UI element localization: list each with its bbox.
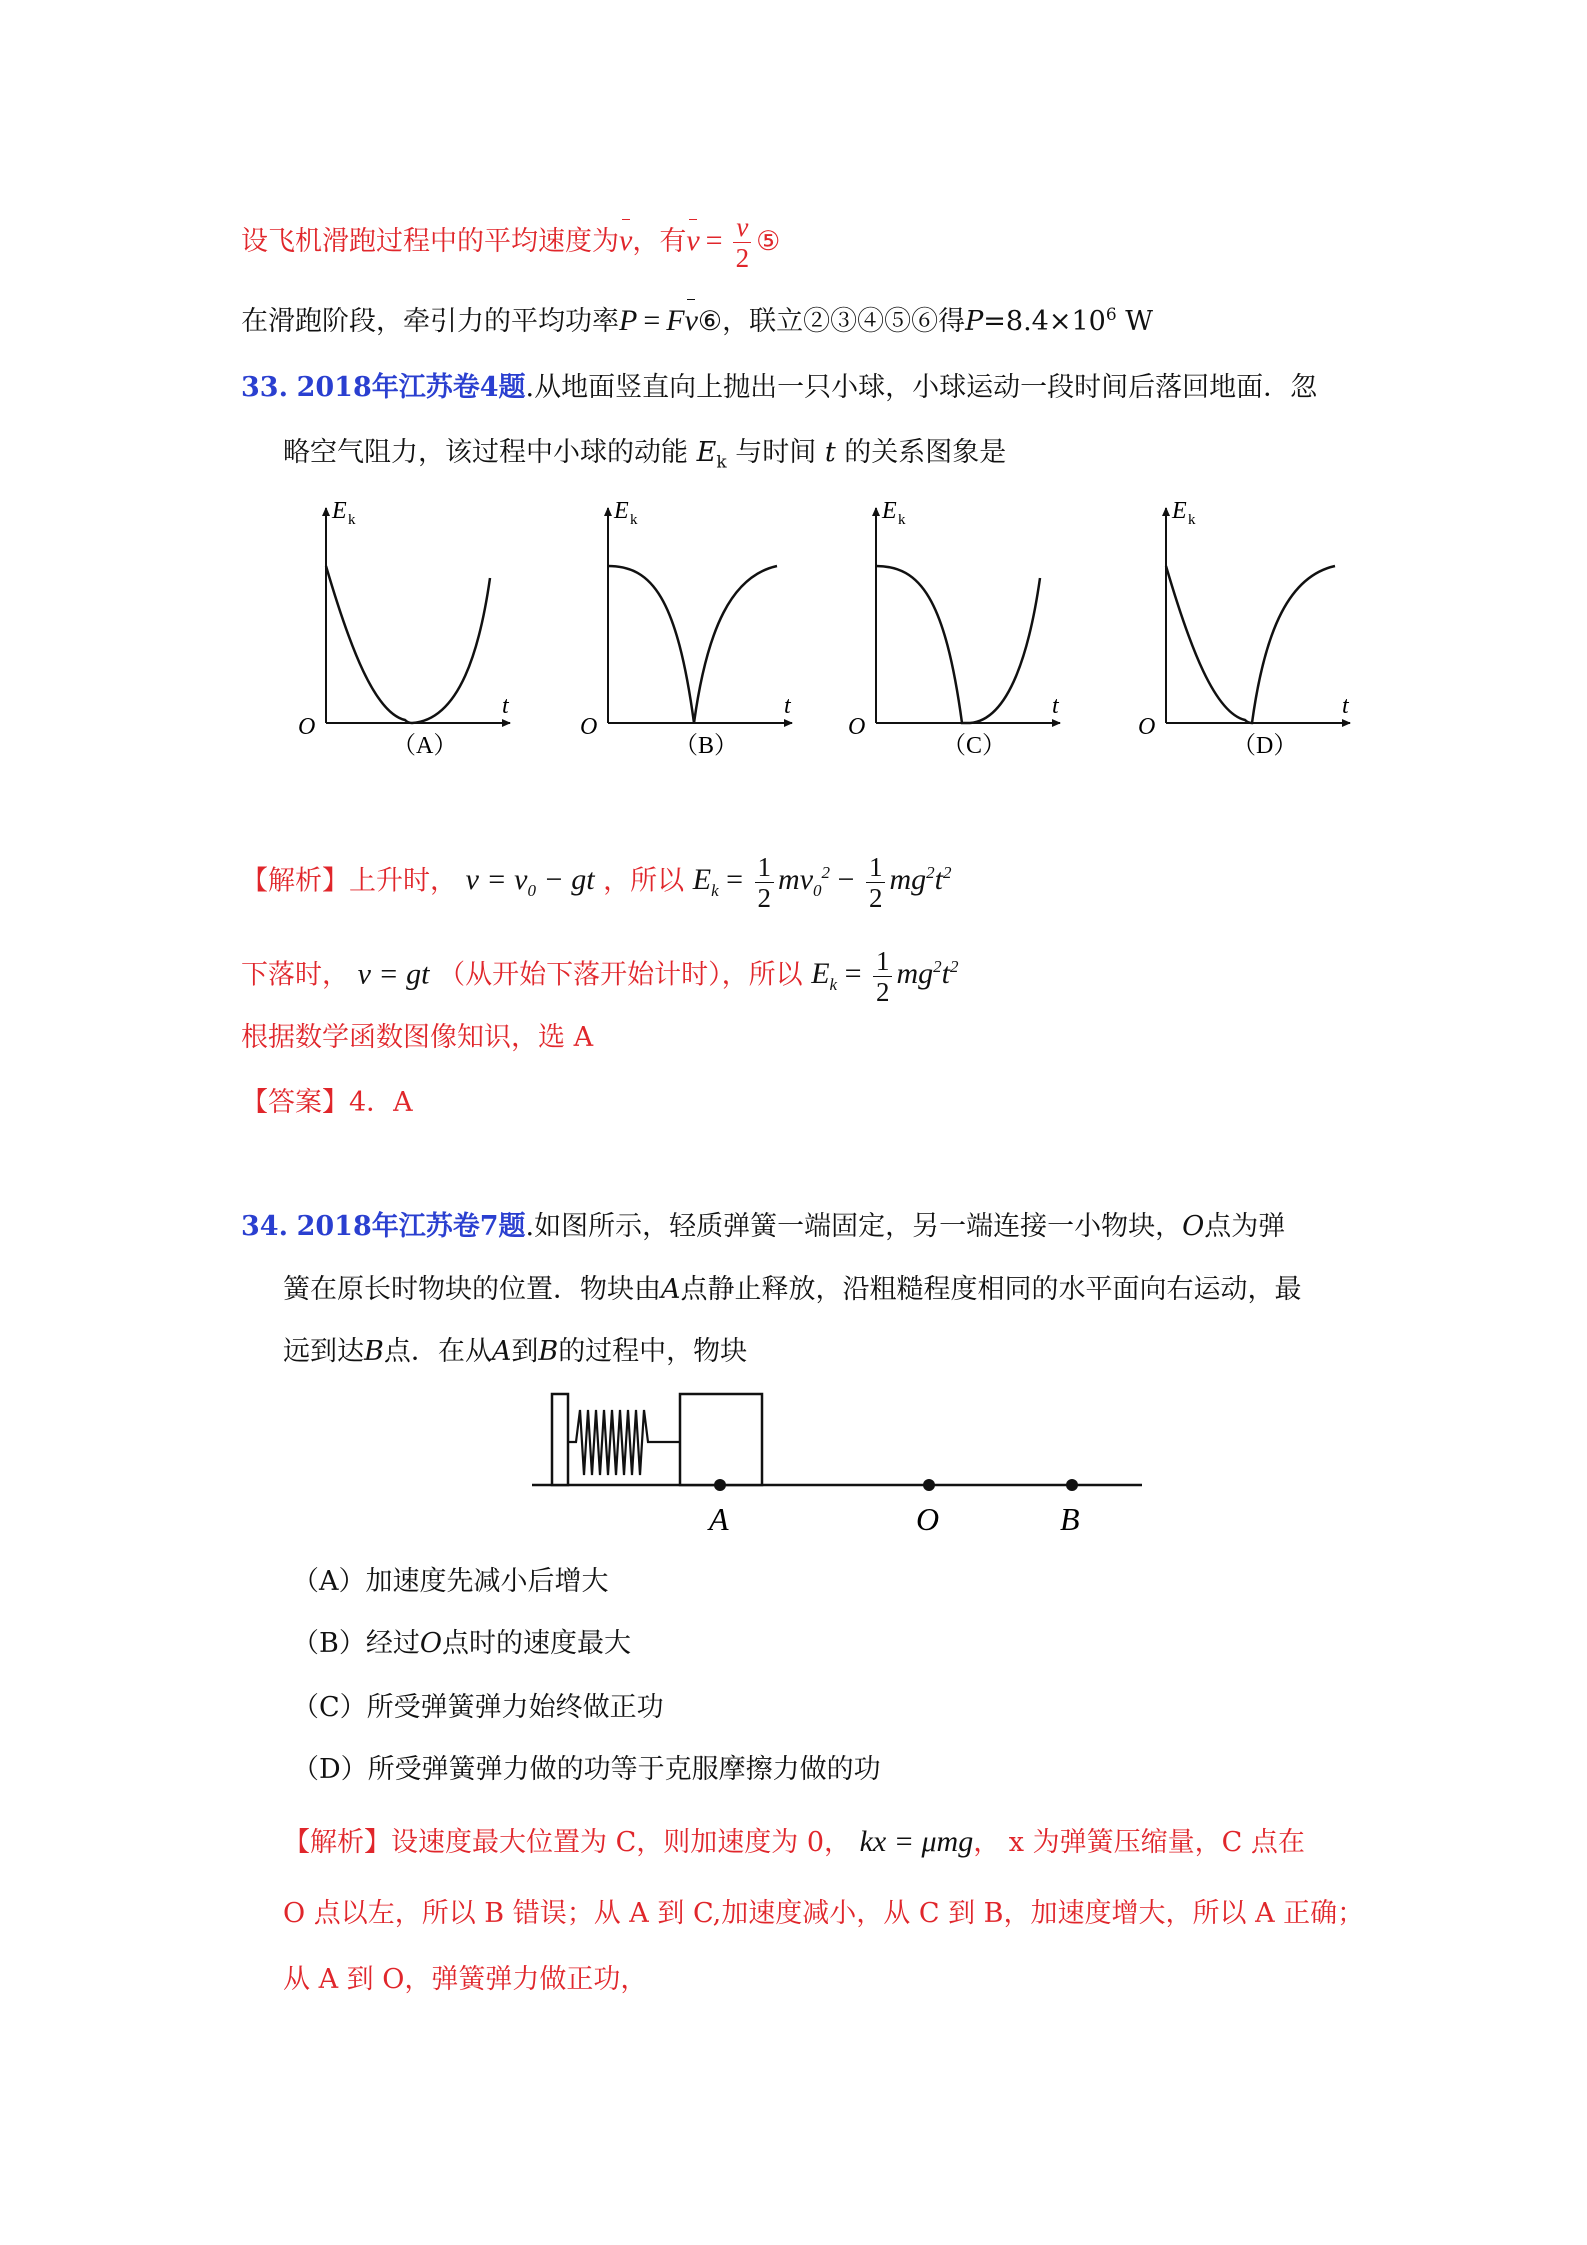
- v-bar-symbol: v: [619, 221, 632, 261]
- top-line-2-text: 在滑跑阶段，牵引力的平均功率: [241, 306, 619, 337]
- q34-option-d: （D）所受弹簧弹力做的功等于克服摩擦力做的功: [292, 1754, 881, 1785]
- label-a: A: [709, 1501, 729, 1537]
- q34-option-b-post: 点时的速度最大: [441, 1628, 631, 1659]
- graph-d-x-label: t: [1342, 693, 1349, 719]
- frac-numerator: 1: [755, 852, 775, 883]
- ek-subscript: k: [711, 881, 719, 901]
- term-t: t: [934, 863, 943, 897]
- point-o: O: [419, 1628, 442, 1659]
- q34-sol1-b: ， x 为弹簧压缩量，C 点在: [973, 1827, 1305, 1858]
- graph-c-origin: O: [848, 714, 866, 740]
- q34-stem3-c: 到: [511, 1336, 539, 1367]
- q34-stem-line-3: [283, 1332, 747, 1372]
- q34-stem-line-2: [283, 1270, 1302, 1310]
- q33-graphs: [280, 488, 1380, 768]
- frac-denominator: 2: [868, 883, 883, 913]
- q34-stem3-a: 远到达: [283, 1336, 364, 1367]
- power-symbol-2: P: [965, 306, 984, 337]
- point-o: O: [1182, 1211, 1205, 1242]
- graph-d-curve: [1166, 566, 1335, 723]
- q34-option-b-pre: （B）经过: [292, 1628, 420, 1659]
- q34-option-b: [292, 1624, 631, 1664]
- q33-source: 2018年江苏卷4题: [296, 372, 526, 403]
- graph-a: [298, 498, 510, 759]
- v-bar-symbol: v: [685, 301, 698, 341]
- spring: [568, 1410, 680, 1475]
- q33-sol1-energy-eq: [692, 852, 952, 913]
- graph-d: [1138, 498, 1350, 759]
- frac-denominator: 2: [735, 243, 750, 273]
- top-line-1-text: 设飞机滑跑过程中的平均速度为: [241, 226, 619, 257]
- top-line-1: [241, 212, 780, 273]
- graph-a-origin: O: [298, 714, 316, 740]
- q33-sol1-velocity-eq: [465, 863, 595, 901]
- term-mg: mg: [889, 863, 927, 897]
- q34-stem1-a: .如图所示，轻质弹簧一端固定，另一端连接一小物块，: [525, 1211, 1183, 1242]
- q34-sol1-a: 设速度最大位置为 C，则加速度为 0，: [391, 1827, 852, 1858]
- graph-b-caption: （B）: [674, 733, 739, 759]
- top-line-2: [241, 295, 1153, 342]
- graph-a-x-label: t: [502, 693, 509, 719]
- ek-symbol: E: [811, 957, 830, 991]
- solution-tag: 【解析】: [241, 865, 349, 897]
- q34-spring-diagram: [520, 1380, 1160, 1540]
- ek-subscript: k: [716, 452, 727, 473]
- q33-sol1-text: 上升时，: [349, 865, 457, 897]
- q33-stem-a: .从地面竖直向上抛出一只小球，小球运动一段时间后落回地面．忽: [525, 372, 1318, 403]
- top-line-2-mid: ⑥，联立②③④⑤⑥得: [697, 306, 966, 337]
- equation-tag: ⑤: [756, 226, 781, 257]
- term-t: t: [941, 957, 950, 991]
- graph-d-caption: （D）: [1232, 733, 1298, 759]
- graph-b-curve: [608, 566, 777, 723]
- graph-b-x-label: t: [784, 693, 791, 719]
- minus-sign: −: [830, 863, 862, 897]
- q33-stem-b-mid: 与时间: [735, 437, 817, 468]
- graph-a-caption: （A）: [392, 733, 458, 759]
- v-over-2-fraction: [733, 212, 753, 273]
- q34-number: 34.: [241, 1211, 288, 1242]
- label-b: B: [1060, 1501, 1080, 1537]
- point-a: A: [491, 1336, 512, 1367]
- time-symbol: t: [824, 437, 836, 468]
- power-unit: W: [1116, 306, 1154, 337]
- frac-numerator: v: [733, 212, 751, 243]
- power-exponent: 6: [1105, 305, 1117, 325]
- q33-sol2-velocity-eq: v = gt: [357, 957, 430, 991]
- term-mv-sup: 2: [821, 863, 831, 883]
- graph-c-x-label: t: [1052, 693, 1059, 719]
- equals-sign: =: [837, 957, 869, 991]
- term-mg-sup: 2: [926, 863, 935, 883]
- top-line-1-mid: ，有: [632, 226, 687, 257]
- q33-number: 33.: [241, 372, 288, 403]
- q33-sol2-energy-eq: [811, 946, 959, 1007]
- term-mv-sub: 0: [813, 881, 822, 901]
- q34-sol1-eq: kx = μmg: [859, 1825, 974, 1858]
- q34-solution-line-3: 从 A 到 O，弹簧弹力做正功，: [283, 1964, 648, 1995]
- q33-solution-line-2: [241, 946, 959, 1007]
- point-b: B: [364, 1336, 384, 1367]
- q33-solution-line-1: [241, 852, 951, 913]
- point-a-dot: [714, 1479, 726, 1491]
- ek-subscript: k: [829, 975, 838, 995]
- graph-d-origin: O: [1138, 714, 1156, 740]
- graph-b-origin: O: [580, 714, 598, 740]
- graph-d-y-label: E: [1172, 498, 1187, 524]
- q34-option-c: （C）所受弹簧弹力始终做正功: [292, 1692, 664, 1723]
- term-mg: mg: [896, 957, 934, 991]
- q33-stem-b-post: 的关系图象是: [844, 437, 1007, 468]
- half-fraction: [866, 852, 886, 913]
- graph-c-curve: [876, 566, 1040, 723]
- frac-numerator: 1: [873, 946, 893, 977]
- equals-sign: =: [718, 863, 751, 897]
- q34-stem3-d: 的过程中，物块: [558, 1336, 748, 1367]
- point-o-dot: [923, 1479, 935, 1491]
- graph-a-y-label: E: [332, 498, 347, 524]
- power-symbol: P: [619, 304, 638, 337]
- frac-numerator: 1: [866, 852, 886, 883]
- term-mg-sup: 2: [933, 957, 942, 977]
- q33-sol2-text: 下落时，: [241, 959, 349, 991]
- q34-solution-line-1: [283, 1822, 1305, 1863]
- point-b: B: [538, 1336, 559, 1367]
- velocity-eq-sub: 0: [527, 881, 536, 901]
- frac-denominator: 2: [875, 977, 890, 1007]
- graph-a-y-label-sub: k: [348, 512, 356, 528]
- ek-symbol: E: [692, 863, 712, 897]
- velocity-eq-main: v = v: [465, 863, 528, 897]
- graph-c-y-label-sub: k: [898, 512, 906, 528]
- graph-a-curve: [326, 566, 490, 723]
- velocity-eq-tail: − gt: [535, 863, 595, 897]
- v-bar-lhs: v: [686, 221, 699, 261]
- power-value: =8.4×10: [983, 306, 1106, 337]
- equals-sign: =: [643, 304, 661, 337]
- graph-b: [580, 498, 792, 759]
- graph-c-caption: （C）: [942, 733, 1007, 759]
- q34-stem2-b: 点静止释放，沿粗糙程度相同的水平面向右运动，最: [680, 1274, 1302, 1305]
- q33-stem-line-1: [241, 368, 1317, 408]
- solution-tag: 【解析】: [283, 1827, 391, 1858]
- q33-solution-line-3: 根据数学函数图像知识，选 A: [241, 1022, 594, 1053]
- q34-source: 2018年江苏卷7题: [296, 1211, 526, 1242]
- graph-b-y-label-sub: k: [630, 512, 638, 528]
- graph-b-y-label: E: [614, 498, 629, 524]
- graph-c: [848, 498, 1060, 759]
- block: [680, 1394, 762, 1485]
- force-symbol: F: [666, 304, 685, 337]
- point-b-dot: [1066, 1479, 1078, 1491]
- q34-stem1-b: 点为弹: [1204, 1211, 1286, 1242]
- q34-stem2-a: 簧在原长时物块的位置．物块由: [283, 1274, 661, 1305]
- equals-sign: =: [705, 224, 723, 257]
- term-t-sup: 2: [950, 957, 959, 977]
- graph-c-y-label: E: [882, 498, 897, 524]
- q33-stem-b-pre: 略空气阻力，该过程中小球的动能: [283, 437, 688, 468]
- term-mv: mv: [778, 863, 814, 897]
- term-t-sup: 2: [942, 863, 952, 883]
- frac-denominator: 2: [757, 883, 772, 913]
- ek-symbol: E: [696, 437, 717, 468]
- q33-sol2-note: （从开始下落开始计时），所以: [438, 959, 803, 991]
- q34-stem-line-1: [241, 1207, 1285, 1247]
- label-o: O: [916, 1501, 940, 1537]
- q33-answer: [241, 1083, 413, 1123]
- q33-sol1-mid: ，所以: [603, 865, 685, 897]
- q34-stem3-b: 点．在从: [383, 1336, 492, 1367]
- graph-d-y-label-sub: k: [1188, 512, 1196, 528]
- wall-block: [552, 1394, 568, 1485]
- answer-tag: 【答案】: [241, 1087, 349, 1118]
- half-fraction: [755, 852, 775, 913]
- q33-stem-line-2: [283, 433, 1006, 482]
- q34-solution-line-2: O 点以左，所以 B 错误；从 A 到 C,加速度减小，从 C 到 B，加速度增大，所以 A 正确；: [283, 1898, 1365, 1929]
- answer-text: 4．A: [349, 1087, 413, 1118]
- half-fraction: [873, 946, 893, 1007]
- q34-option-a: （A）加速度先减小后增大: [292, 1566, 609, 1597]
- point-a: A: [661, 1274, 681, 1305]
